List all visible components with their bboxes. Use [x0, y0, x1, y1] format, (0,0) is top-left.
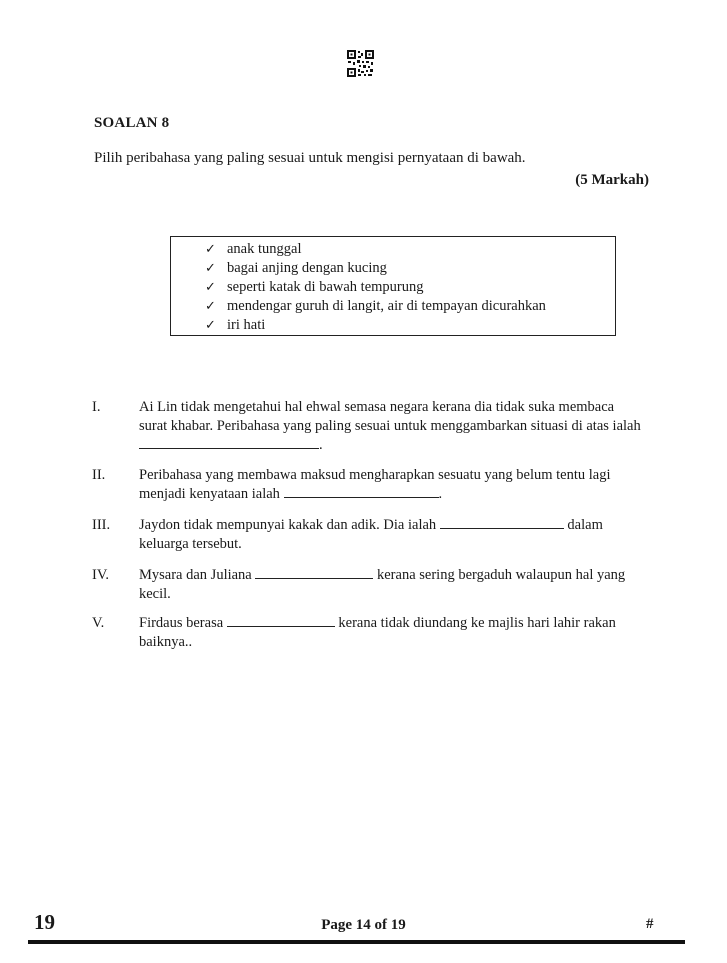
option-item [205, 316, 615, 335]
question-instruction: Pilih peribahasa yang paling sesuai untuk mengisi pernyataan di bawah. [94, 150, 526, 166]
option-item [205, 278, 615, 297]
item-text: Jaydon tidak mempunyai kakak dan adik. Dia ialah [139, 517, 437, 533]
answer-blank[interactable] [440, 516, 564, 529]
question-heading: SOALAN 8 [94, 115, 170, 131]
item-number: II. [92, 467, 106, 483]
item-text-line: baiknya.. [139, 634, 193, 650]
item-number: V. [92, 615, 105, 631]
checkmark-icon: ✓ [205, 299, 216, 314]
marks-label: (5 Markah) [575, 172, 649, 188]
checkmark-icon: ✓ [205, 318, 216, 333]
item-text: menjadi kenyataan ialah [139, 486, 280, 502]
footer-hash: # [646, 916, 654, 932]
item-text-line: keluarga tersebut. [139, 536, 242, 552]
question-item-v [92, 614, 692, 652]
page-indicator: Page 14 of 19 [321, 917, 406, 933]
question-item-iv [92, 566, 692, 604]
option-text: bagai anjing dengan kucing [227, 260, 387, 276]
item-text: kerana sering bergaduh walaupun hal yang [377, 567, 626, 583]
question-item-i [92, 398, 692, 455]
item-text-line: Ai Lin tidak mengetahui hal ehwal semasa negara kerana dia tidak suka membaca [139, 399, 615, 415]
option-text: mendengar guruh di langit, air di tempayan dicurahkan [227, 298, 546, 314]
footer-divider [28, 940, 685, 944]
option-text: iri hati [227, 317, 266, 333]
option-item [205, 240, 615, 259]
item-text: Mysara dan Juliana [139, 567, 252, 583]
item-text: Firdaus berasa [139, 615, 224, 631]
item-end: . [438, 486, 443, 502]
item-end: . [319, 437, 323, 453]
options-box [170, 236, 616, 336]
option-item [205, 259, 615, 278]
item-text-line: kecil. [139, 586, 171, 602]
item-text-line: Peribahasa yang membawa maksud mengharapkan sesuatu yang belum tentu lagi [139, 467, 611, 483]
item-text: dalam [567, 517, 603, 533]
answer-blank[interactable] [284, 485, 439, 498]
answer-blank[interactable] [139, 436, 319, 449]
item-text: kerana tidak diundang ke majlis hari lahir rakan [338, 615, 616, 631]
item-number: IV. [92, 567, 110, 583]
footer-number: 19 [34, 910, 55, 934]
checkmark-icon: ✓ [205, 261, 216, 276]
question-item-iii [92, 516, 692, 554]
item-number: I. [92, 399, 101, 415]
option-text: seperti katak di bawah tempurung [227, 279, 424, 295]
option-text: anak tunggal [227, 241, 302, 257]
item-number: III. [92, 517, 111, 533]
qr-code-icon [347, 50, 374, 77]
answer-blank[interactable] [255, 566, 373, 579]
question-item-ii [92, 466, 692, 504]
option-item [205, 297, 615, 316]
item-text-line: surat khabar. Peribahasa yang paling sesuai untuk menggambarkan situasi di atas ialah [139, 418, 641, 434]
answer-blank[interactable] [227, 614, 335, 627]
checkmark-icon: ✓ [205, 280, 216, 295]
checkmark-icon: ✓ [205, 242, 216, 257]
